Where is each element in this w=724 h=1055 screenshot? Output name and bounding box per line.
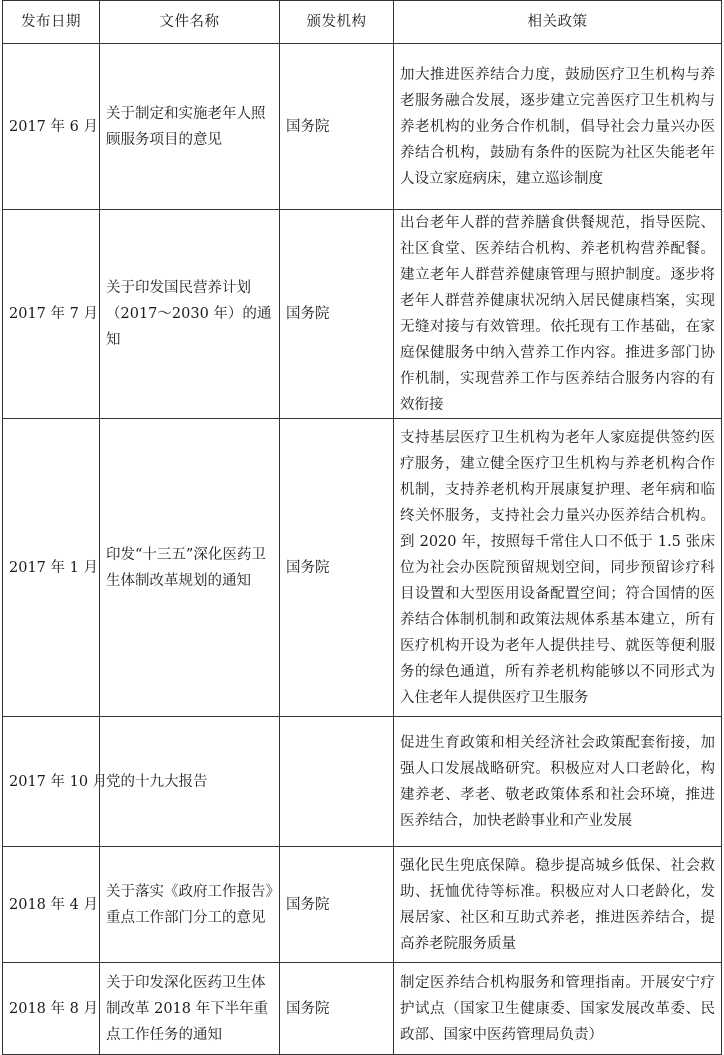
- row-issuing-agency: [280, 717, 394, 847]
- row-issuing-agency: 国务院: [280, 847, 394, 963]
- table-row: [3, 963, 722, 1055]
- header-issuing-agency: 颁发机构: [280, 1, 394, 44]
- row-issuing-agency: 国务院: [280, 44, 394, 210]
- row-policy-text: 制定医养结合机构服务和管理指南。开展安宁疗护试点（国家卫生健康委、国家发展改革委、民政部、国家中医药管理局负责）: [394, 963, 722, 1055]
- table-row: [3, 44, 722, 210]
- policy-table: [2, 0, 722, 1055]
- table-row: [3, 847, 722, 963]
- row-policy-text: 出台老年人群的营养膳食供餐规范，指导医院、社区食堂、医养结合机构、养老机构营养配餐。建立老年人群营养健康管理与照护制度。逐步将老年人群营养健康状况纳入居民健康档案，实现无缝对接与有效管理。依托现有工作基础，在家庭保健服务中纳入营养工作内容。推进多部门协作机制，实现营养工作与医养结合服务内容的有效衔接: [394, 210, 722, 419]
- row-date: 2018 年 4 月: [3, 847, 100, 963]
- row-document-name: 关于落实《政府工作报告》重点工作部门分工的意见: [100, 847, 280, 963]
- row-date: 2017 年 1 月: [3, 419, 100, 717]
- header-related-policy: 相关政策: [394, 1, 722, 44]
- row-issuing-agency: 国务院: [280, 963, 394, 1055]
- row-policy-text: 加大推进医养结合力度，鼓励医疗卫生机构与养老服务融合发展，逐步建立完善医疗卫生机构与养老机构的业务合作机制，倡导社会力量兴办医养结合机构，鼓励有条件的医院为社区失能老年人设立家庭病床，建立巡诊制度: [394, 44, 722, 210]
- row-document-name: 关于印发国民营养计划（2017～2030 年）的通知: [100, 210, 280, 419]
- row-issuing-agency: 国务院: [280, 419, 394, 717]
- table-row: [3, 210, 722, 419]
- row-policy-text: 强化民生兜底保障。稳步提高城乡低保、社会救助、抚恤优待等标准。积极应对人口老龄化，发展居家、社区和互助式养老，推进医养结合，提高养老院服务质量: [394, 847, 722, 963]
- row-document-name: 党的十九大报告: [100, 717, 280, 847]
- row-document-name: 印发“十三五”深化医药卫生体制改革规划的通知: [100, 419, 280, 717]
- row-policy-text: 支持基层医疗卫生机构为老年人家庭提供签约医疗服务，建立健全医疗卫生机构与养老机构合作机制，支持养老机构开展康复护理、老年病和临终关怀服务，支持社会力量兴办医养结合机构。到 2020 年，按照每千常住人口不低于 1.5 张床位为社会办医院预留规划空间，同步预留诊疗科目设置和大型医用设备配置空间；符合国情的医养结合体制机制和政策法规体系基本建立，所有医疗机构开设为老年人提供挂号、就医等便利服务的绿色通道，所有养老机构能够以不同形式为入住老年人提供医疗卫生服务: [394, 419, 722, 717]
- row-policy-text: 促进生育政策和相关经济社会政策配套衔接，加强人口发展战略研究。积极应对人口老龄化，构建养老、孝老、敬老政策体系和社会环境，推进医养结合，加快老龄事业和产业发展: [394, 717, 722, 847]
- header-document-name: 文件名称: [100, 1, 280, 44]
- row-date: 2017 年 7 月: [3, 210, 100, 419]
- row-date: 2017 年 10 月: [3, 717, 100, 847]
- table-row: [3, 717, 722, 847]
- row-date: 2018 年 8 月: [3, 963, 100, 1055]
- row-date: 2017 年 6 月: [3, 44, 100, 210]
- row-document-name: 关于制定和实施老年人照顾服务项目的意见: [100, 44, 280, 210]
- row-document-name: 关于印发深化医药卫生体制改革 2018 年下半年重点工作任务的通知: [100, 963, 280, 1055]
- row-issuing-agency: 国务院: [280, 210, 394, 419]
- table-header-row: [3, 1, 722, 44]
- table-row: [3, 419, 722, 717]
- header-date: 发布日期: [3, 1, 100, 44]
